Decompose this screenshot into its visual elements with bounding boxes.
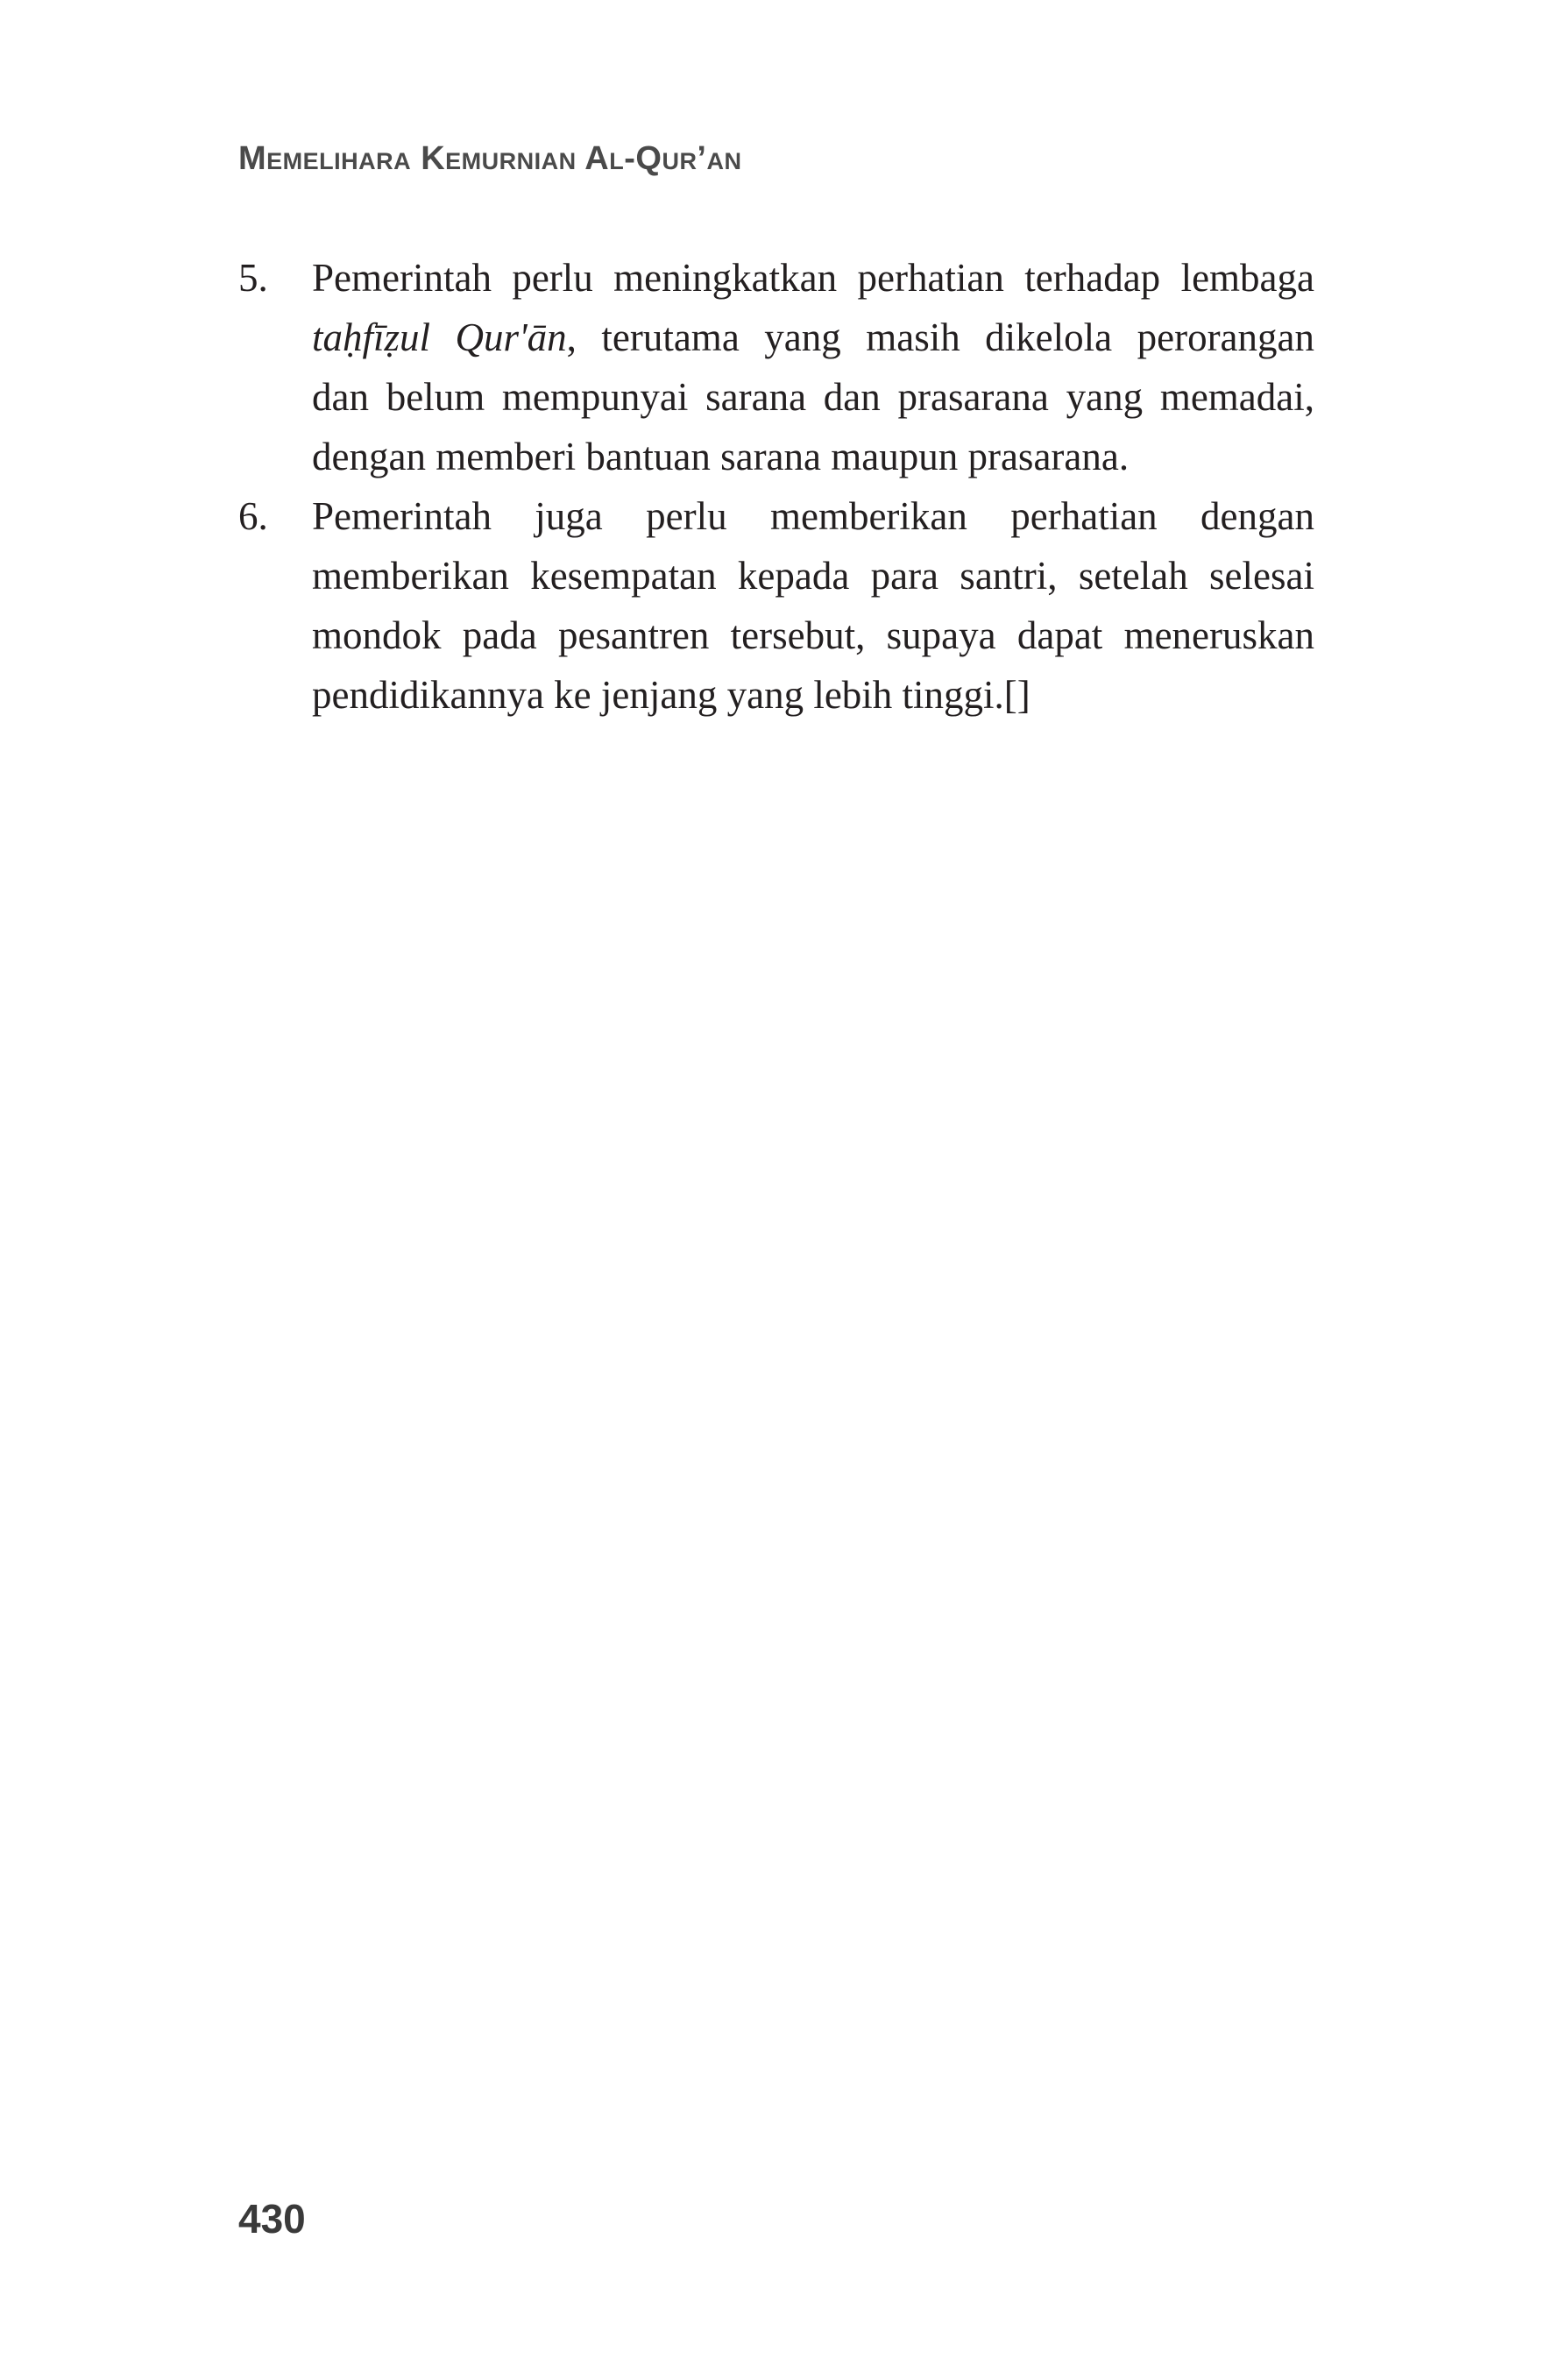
italic-term: taḥfīẓul Qur'ān <box>312 315 567 359</box>
list-item-number: 6. <box>238 494 268 538</box>
text-line <box>312 308 1314 367</box>
running-header: Memelihara Kemurnian Al-Qur’an <box>238 140 742 177</box>
list-item-text <box>312 248 1314 486</box>
recommendation-list <box>238 248 1314 725</box>
list-item <box>238 486 1314 725</box>
text-line: dengan memberi bantuan sarana maupun prasarana. <box>312 435 1130 478</box>
text-fragment: terutama yang masih dikelola perorangan <box>601 315 1315 359</box>
text-line: Pemerintah juga perlu memberikan perhatian dengan <box>312 494 1314 538</box>
text-line: mondok pada pesantren tersebut, supaya dapat meneruskan <box>312 613 1314 657</box>
text-line: memberikan kesempatan kepada para santri, setelah selesai <box>312 554 1314 598</box>
text-line: Pemerintah perlu meningkatkan perhatian terhadap lembaga <box>312 256 1314 300</box>
list-item-number: 5. <box>238 256 268 300</box>
text-line: dan belum mempunyai sarana dan prasarana yang memadai, <box>312 375 1314 419</box>
page-number: 430 <box>238 2196 306 2242</box>
punctuation: , <box>566 315 602 359</box>
text-line: pendidikannya ke jenjang yang lebih tinggi.[] <box>312 673 1030 717</box>
list-item-text <box>312 486 1314 725</box>
list-item <box>238 248 1314 486</box>
